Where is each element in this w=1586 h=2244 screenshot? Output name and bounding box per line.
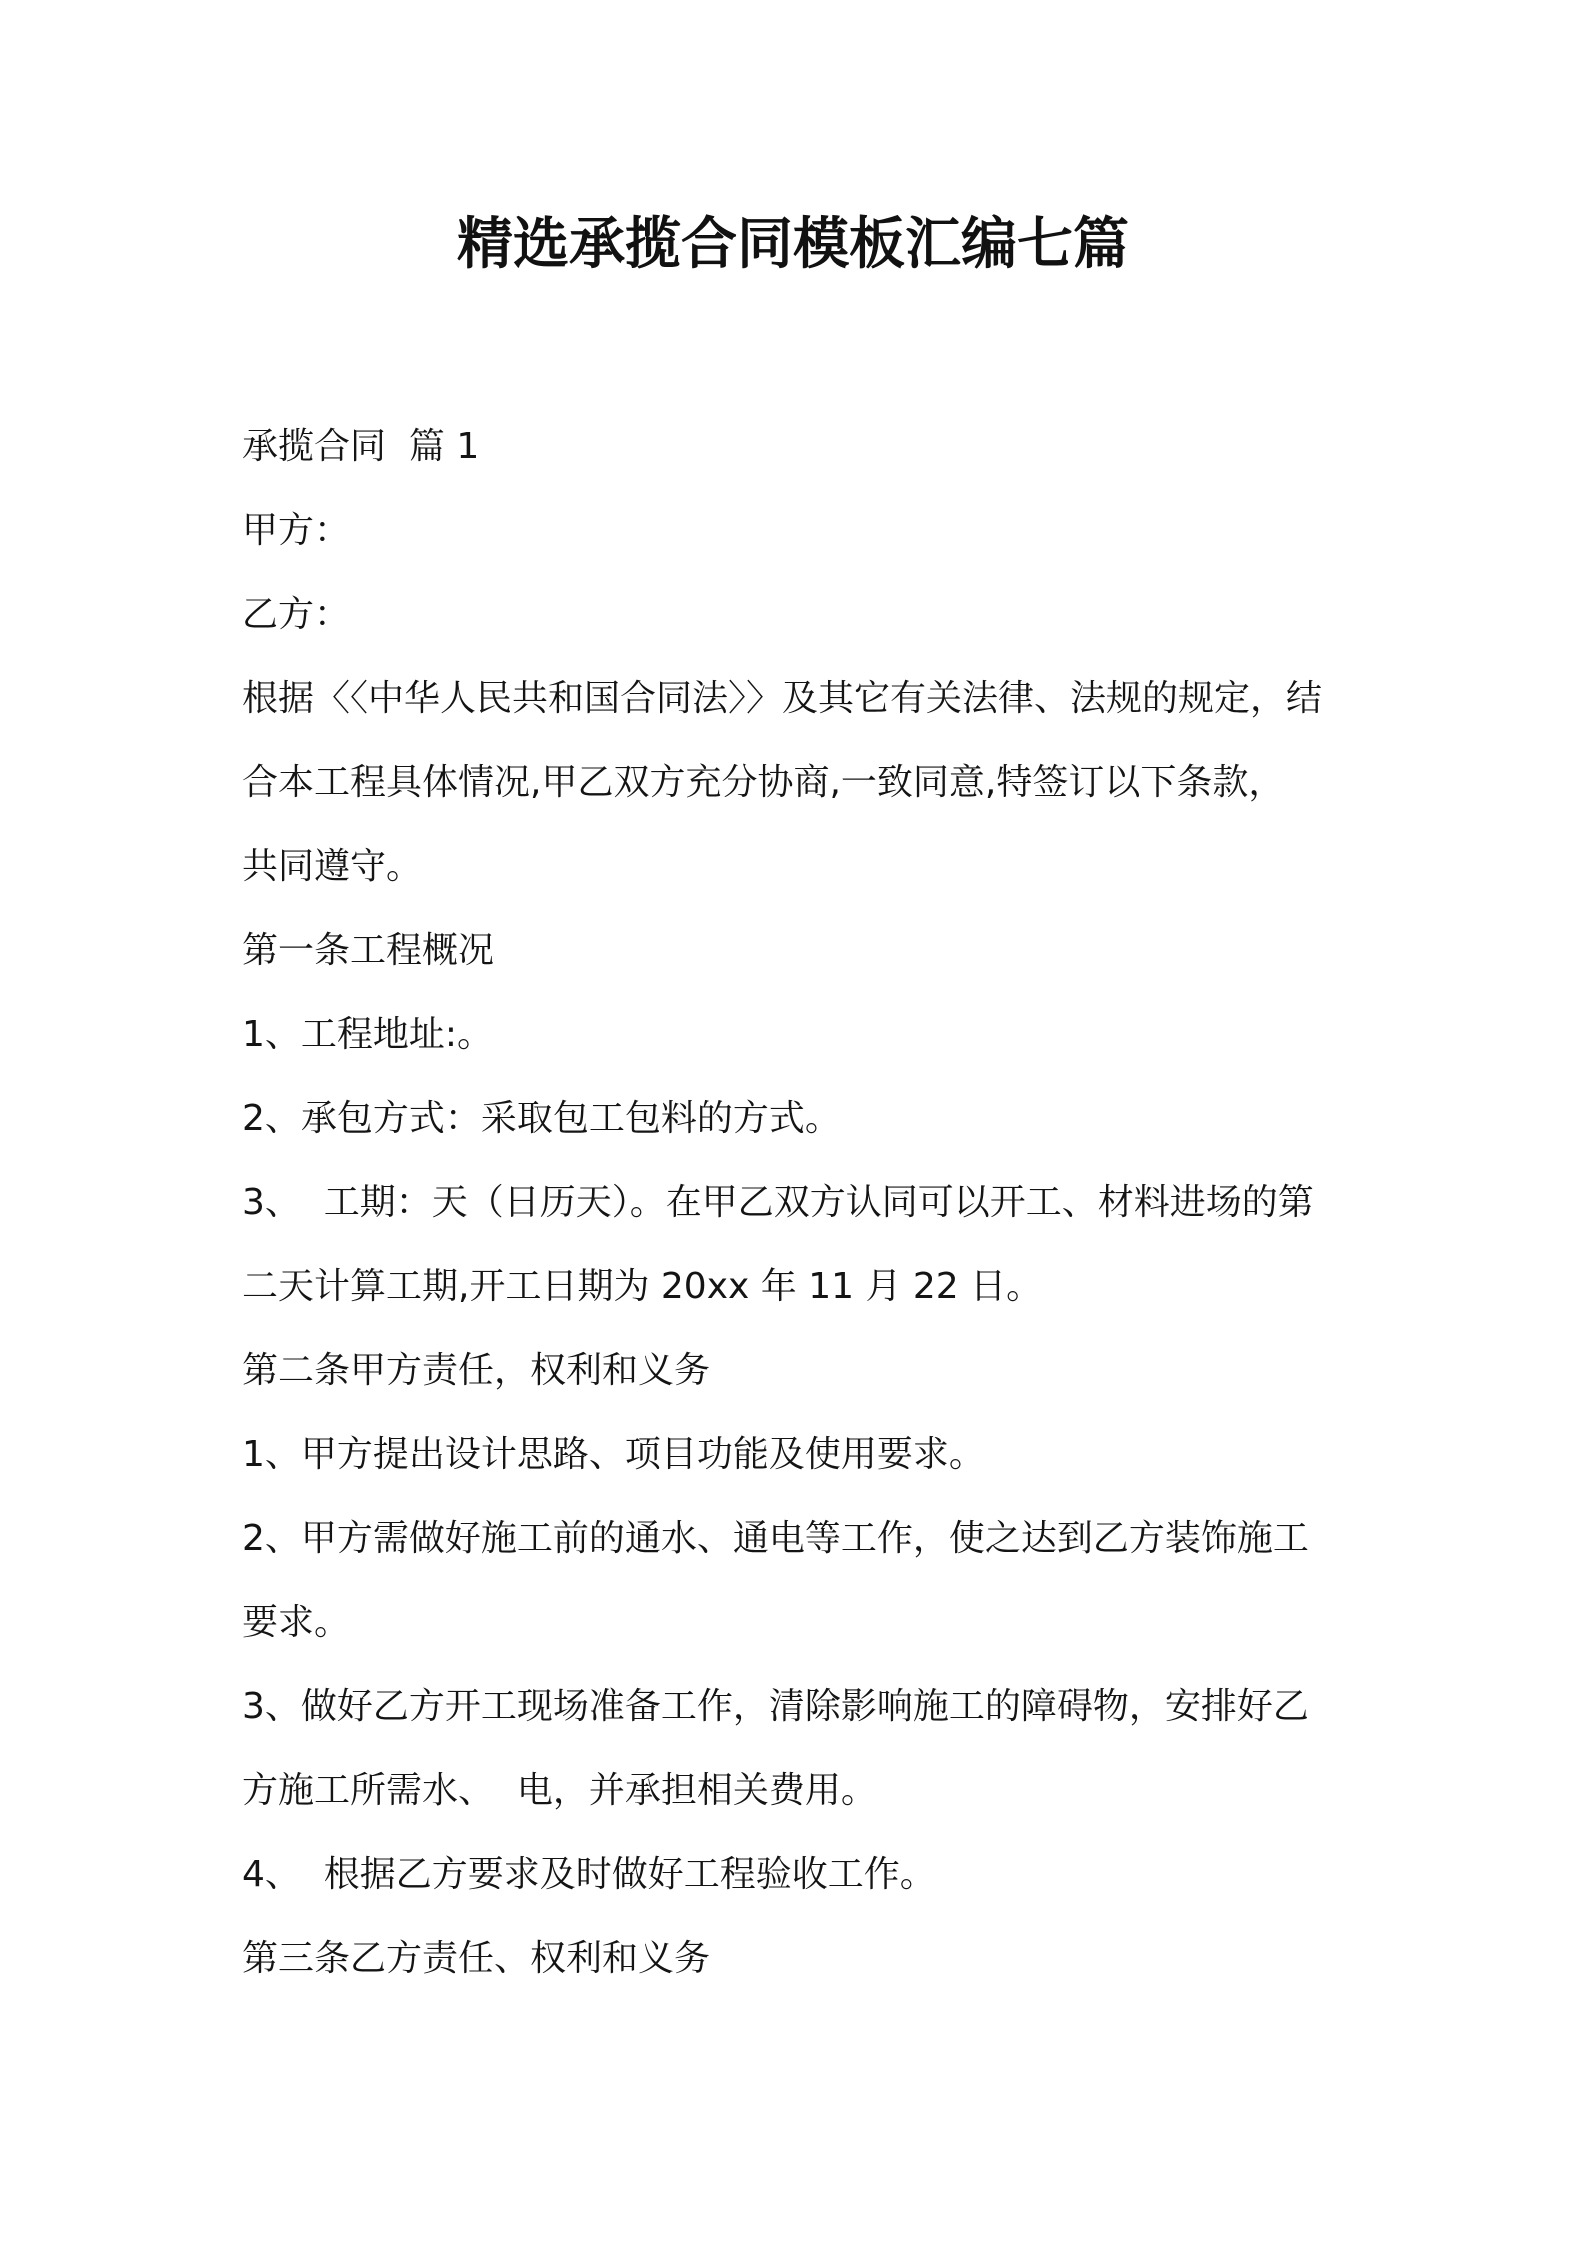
document-body <box>242 405 1362 2001</box>
clause-line: 方施工所需水、 电，并承担相关费用。 <box>242 1770 877 1811</box>
clause-line: 1、工程地址:。 <box>242 1014 494 1055</box>
party-a-line: 甲方： <box>242 510 351 551</box>
party-b-line: 乙方： <box>242 594 351 635</box>
clause-line: 要求。 <box>242 1602 351 1643</box>
clause-line: 3、 工期：天（日历天）。在甲乙双方认同可以开工、材料进场的第 <box>242 1182 1314 1223</box>
paragraph-line: 合本工程具体情况,甲乙双方充分协商,一致同意,特签订以下条款， <box>242 762 1285 803</box>
article-heading: 第二条甲方责任，权利和义务 <box>242 1350 711 1391</box>
clause-line: 1、甲方提出设计思路、项目功能及使用要求。 <box>242 1434 985 1475</box>
paragraph-line: 共同遵守。 <box>242 846 423 887</box>
paragraph-line: 根据〈〈中华人民共和国合同法〉〉及其它有关法律、法规的规定，结 <box>242 678 1323 719</box>
clause-line: 2、承包方式：采取包工包料的方式。 <box>242 1098 841 1139</box>
section-heading: 承揽合同 篇 1 <box>242 426 480 467</box>
clause-line: 2、甲方需做好施工前的通水、通电等工作，使之达到乙方装饰施工 <box>242 1518 1309 1559</box>
clause-line: 二天计算工期,开工日期为 20xx 年 11 月 22 日。 <box>242 1266 1043 1307</box>
clause-line: 4、 根据乙方要求及时做好工程验收工作。 <box>242 1854 936 1895</box>
clause-line: 3、做好乙方开工现场准备工作，清除影响施工的障碍物，安排好乙 <box>242 1686 1309 1727</box>
article-heading: 第一条工程概况 <box>242 930 495 971</box>
article-heading: 第三条乙方责任、权利和义务 <box>242 1938 711 1979</box>
document-title: 精选承揽合同模板汇编七篇 <box>457 212 1129 277</box>
